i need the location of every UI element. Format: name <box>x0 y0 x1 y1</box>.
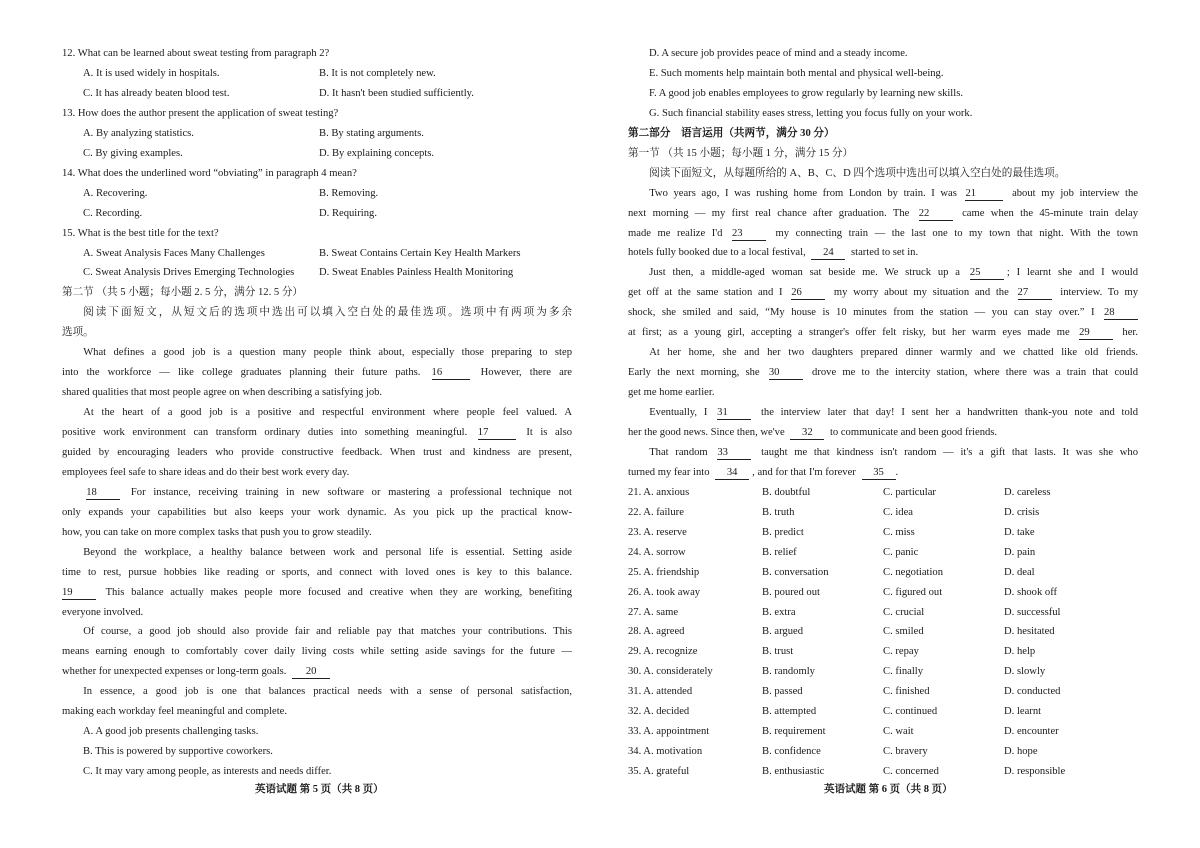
option-b: B. Removing. <box>319 187 379 199</box>
passage-text: to communicate and been good friends. <box>829 426 998 438</box>
option-c: C. finally <box>883 666 924 678</box>
answer-row-22 <box>628 503 1138 523</box>
passage-line: What defines a good job is a question many people think about, especially those preparing to step <box>83 347 572 359</box>
option-b: B. confidence <box>762 746 821 758</box>
passage-text: hotels fully booked due to a local festival, <box>628 247 806 259</box>
option-a: 34. A. motivation <box>628 746 703 758</box>
page-footer-left: 英语试题 第 5 页（共 8 页） <box>255 784 384 795</box>
passage-text: Two years ago, I was rushing home from London by train. I was <box>649 187 957 199</box>
passage-text: positive work environment can transform ordinary duties into something meaningful. <box>62 427 468 439</box>
blank-24[interactable]: 24 <box>811 247 845 260</box>
option-a: 33. A. appointment <box>628 726 710 738</box>
passage-line: shared qualities that most people agree on when describing a satisfying job. <box>62 387 383 399</box>
option-b: B. conversation <box>762 566 829 578</box>
passage-paragraph-2 <box>62 403 572 483</box>
passage-paragraph-1 <box>62 343 572 403</box>
option-d: D. Sweat Enables Painless Health Monitoring <box>319 267 514 279</box>
answer-row-23 <box>628 523 1138 543</box>
passage-text: Just then, a middle-aged woman sat beside me. We struck up a <box>649 267 961 279</box>
option-d: D. deal <box>1004 566 1035 578</box>
question-stem: 12. What can be learned about sweat testing from paragraph 2? <box>62 48 330 59</box>
option-d: D. encounter <box>1004 726 1059 738</box>
answer-row-32 <box>628 702 1138 722</box>
blank-25[interactable]: 25 <box>970 267 1004 280</box>
blank-16[interactable]: 16 <box>432 367 470 380</box>
answer-row-28 <box>628 622 1138 642</box>
passage-text: However, there are <box>480 367 572 379</box>
option-a: A. By analyzing statistics. <box>83 127 194 139</box>
passage-text: next morning — my first real chance after graduation. The <box>628 207 910 219</box>
question-stem: 15. What is the best title for the text? <box>62 227 219 239</box>
option-a: A. A good job presents challenging tasks. <box>83 726 259 738</box>
option-a: A. It is used widely in hospitals. <box>83 67 220 79</box>
passage-text: This balance actually makes people more focused and creative when they are working, benefiting <box>105 586 572 598</box>
option-c: C. bravery <box>883 746 928 758</box>
option-d: D. responsible <box>1004 766 1066 778</box>
option-d: D. conducted <box>1004 686 1061 698</box>
page-footer-right: 英语试题 第 6 页（共 8 页） <box>824 784 953 795</box>
blank-26[interactable]: 26 <box>791 287 825 300</box>
option-b: B. poured out <box>762 586 820 598</box>
question-12 <box>62 44 572 104</box>
option-a: 29. A. recognize <box>628 646 698 658</box>
passage-text: get off at the same station and I <box>628 287 783 299</box>
answer-row-35 <box>628 762 1138 782</box>
blank-19[interactable]: 19 <box>62 587 96 600</box>
option-b: B. requirement <box>762 726 826 738</box>
option-d: D. help <box>1004 646 1036 658</box>
option-c: C. finished <box>883 686 930 698</box>
option-c: C. repay <box>883 646 919 658</box>
passage-text: Early the next morning, she <box>628 367 760 379</box>
passage-text: It is also <box>526 427 572 439</box>
option-b: B. predict <box>762 526 804 538</box>
option-b: B. argued <box>762 626 803 638</box>
option-a: A. Sweat Analysis Faces Many Challenges <box>83 247 265 259</box>
answer-row-34 <box>628 742 1138 762</box>
passage-text: ; I learnt she and I would <box>1006 267 1138 279</box>
section-2-instructions: 阅读下面短文，从短文后的选项中选出可以填入空白处的最佳选项。选项中有两项为多余 <box>83 307 572 319</box>
option-b: B. passed <box>762 686 803 698</box>
blank-22[interactable]: 22 <box>919 208 953 221</box>
option-a: 35. A. grateful <box>628 766 690 778</box>
option-b: B. Sweat Contains Certain Key Health Markers <box>319 247 521 259</box>
blank-21[interactable]: 21 <box>965 188 1003 201</box>
option-c: C. crucial <box>883 606 925 618</box>
passage-text: , and for that I'm forever <box>752 466 856 478</box>
option-g: G. Such financial stability eases stress, letting you focus fully on your work. <box>649 107 973 119</box>
option-c: C. concerned <box>883 766 939 778</box>
passage-text: shock, she smiled and said, “My house is 10 minutes from the station — you can stay over.” I <box>628 307 1095 319</box>
passage-line: how, you can take on more complex tasks that push you to grow steadily. <box>62 526 372 538</box>
option-c: C. smiled <box>883 626 924 638</box>
option-c: C. panic <box>883 546 919 558</box>
passage-text: started to set in. <box>851 247 919 259</box>
answer-row-33 <box>628 722 1138 742</box>
passage-line: means earning enough to comfortably cover daily living costs while setting aside savings for the future — <box>62 646 572 658</box>
option-d: D. hesitated <box>1004 626 1055 638</box>
answer-options-table <box>628 483 1138 782</box>
passage-text: taught me that kindness isn't random — it's a gift that lasts. It was she who <box>761 446 1138 458</box>
passage-line: making each workday feel meaningful and complete. <box>62 706 288 718</box>
answer-row-30 <box>628 662 1138 682</box>
option-a: 23. A. reserve <box>628 526 687 538</box>
answer-row-21 <box>628 483 1138 503</box>
passage-line: only expands your capabilities but also keeps your work dynamic. As you pick up the practical know- <box>62 506 572 518</box>
passage-line: everyone involved. <box>62 606 144 618</box>
option-c: C. It may vary among people, as interests and needs differ. <box>83 766 332 778</box>
option-c: C. wait <box>883 726 914 738</box>
question-14 <box>62 164 572 224</box>
passage-text: came when the 45-minute train delay <box>962 207 1138 219</box>
answer-row-29 <box>628 642 1138 662</box>
blank-29[interactable]: 29 <box>1079 327 1113 340</box>
passage-text: For instance, receiving training in new software or mastering a professional technique not <box>130 486 572 498</box>
option-c: C. Recording. <box>83 207 143 219</box>
blank-20[interactable]: 20 <box>292 666 330 679</box>
passage-line: At the heart of a good job is a positive and respectful environment where people feel valued. A <box>83 407 572 419</box>
section-1-instructions: 阅读下面短文，从每题所给的 A、B、C、D 四个选项中选出可以填入空白处的最佳选项。 <box>649 167 1066 179</box>
passage-text: at first; as a young girl, accepting a stranger's offer felt risky, but her warm eyes made me <box>628 327 1070 339</box>
passage-paragraph-6 <box>62 682 572 722</box>
right-page <box>628 44 1138 782</box>
option-d: D. crisis <box>1004 506 1040 518</box>
passage-paragraph-3 <box>62 483 572 543</box>
blank-35[interactable]: 35 <box>862 467 896 480</box>
option-b: B. It is not completely new. <box>319 67 436 79</box>
option-a: 32. A. decided <box>628 706 690 718</box>
answer-row-26 <box>628 583 1138 603</box>
option-c: C. continued <box>883 706 938 718</box>
question-stem: 14. What does the underlined word “obviating” in paragraph 4 mean? <box>62 167 357 179</box>
blank-27[interactable]: 27 <box>1018 287 1052 300</box>
passage-text: my worry about my situation and the <box>833 287 1009 299</box>
option-a: 24. A. sorrow <box>628 546 686 558</box>
section-2-instructions-cont: 选项。 <box>62 327 94 339</box>
blank-33[interactable]: 33 <box>717 447 751 460</box>
answer-row-31 <box>628 682 1138 702</box>
option-a: 25. A. friendship <box>628 566 700 578</box>
option-c: C. By giving examples. <box>83 147 183 159</box>
passage-line: Beyond the workplace, a healthy balance between work and personal life is essential. Setting aside <box>83 546 572 558</box>
passage-text: Eventually, I <box>649 407 708 419</box>
question-13 <box>62 104 572 164</box>
passage-text: my connecting train — the last one to my town that night. With the town <box>775 227 1138 239</box>
option-d: D. slowly <box>1004 666 1046 678</box>
passage-text: about my job interview the <box>1012 187 1138 199</box>
passage-paragraph-5 <box>62 622 572 682</box>
option-c: C. It has already beaten blood test. <box>83 87 230 99</box>
passage-line: time to rest, pursue hobbies like reading or sports, and connect with loved ones is key to this balance. <box>62 566 572 578</box>
passage-line: get me home earlier. <box>628 387 715 399</box>
passage-text: whether for unexpected expenses or long-term goals. <box>62 666 287 678</box>
passage-text: drove me to the intercity station, where there was a train that could <box>812 367 1138 379</box>
passage-text: her. <box>1122 327 1138 339</box>
passage-line: Of course, a good job should also provide fair and reliable pay that matches your contributions. This <box>83 626 572 638</box>
option-a: A. Recovering. <box>83 187 148 199</box>
option-d: D. It hasn't been studied sufficiently. <box>319 87 474 99</box>
passage-text: interview. To my <box>1060 287 1138 299</box>
option-d: D. By explaining concepts. <box>319 147 435 159</box>
option-c: C. miss <box>883 526 915 538</box>
option-c: C. negotiation <box>883 566 944 578</box>
option-b: B. extra <box>762 606 796 618</box>
option-d: D. shook off <box>1004 586 1058 598</box>
option-b: B. trust <box>762 646 794 658</box>
question-stem: 13. How does the author present the application of sweat testing? <box>62 107 339 119</box>
answer-row-25 <box>628 563 1138 583</box>
option-a: 30. A. considerately <box>628 666 713 678</box>
option-c: C. particular <box>883 486 936 498</box>
section-1-header: 第一节 （共 15 小题；每小题 1 分，满分 15 分） <box>628 147 854 159</box>
left-page <box>62 44 572 782</box>
passage-line: At her home, she and her two daughters prepared dinner warmly and we chatted like old friends. <box>649 347 1138 359</box>
passage-text: made me realize I'd <box>628 227 723 239</box>
option-d: D. learnt <box>1004 706 1042 718</box>
question-15 <box>62 224 572 284</box>
answer-row-27 <box>628 603 1138 623</box>
passage-text: That random <box>649 446 708 458</box>
option-b: B. This is powered by supportive coworkers. <box>83 746 273 758</box>
blank-31[interactable]: 31 <box>717 407 751 420</box>
blank-18[interactable]: 18 <box>86 487 120 500</box>
section-2-header: 第二节 （共 5 小题；每小题 2. 5 分，满分 12. 5 分） <box>62 287 304 299</box>
blank-23[interactable]: 23 <box>732 228 766 241</box>
passage-line: In essence, a good job is one that balances practical needs with a sense of personal satisfaction, <box>83 686 572 698</box>
option-d: D. pain <box>1004 546 1036 558</box>
blank-32[interactable]: 32 <box>790 427 824 440</box>
option-e: E. Such moments help maintain both mental and physical well-being. <box>649 67 944 79</box>
passage-text: her the good news. Since then, we've <box>628 426 785 438</box>
option-c: C. idea <box>883 506 914 518</box>
blank-34[interactable]: 34 <box>715 467 749 480</box>
passage-text: into the workforce — like college graduates planning their future paths. <box>62 367 421 379</box>
blank-30[interactable]: 30 <box>769 367 803 380</box>
option-a: 22. A. failure <box>628 506 684 518</box>
option-b: B. truth <box>762 506 795 518</box>
option-f: F. A good job enables employees to grow regularly by learning new skills. <box>649 87 963 99</box>
option-d: D. Requiring. <box>319 207 377 219</box>
section-2-options-cont <box>628 44 1138 124</box>
option-c: C. Sweat Analysis Drives Emerging Technologies <box>83 267 295 279</box>
blank-28[interactable]: 28 <box>1104 307 1138 320</box>
passage-text: turned my fear into <box>628 466 710 478</box>
option-d: D. careless <box>1004 486 1051 498</box>
answer-row-24 <box>628 543 1138 563</box>
option-a: 26. A. took away <box>628 586 701 598</box>
passage-text: the interview later that day! I sent her a handwritten thank-you note and told <box>760 407 1138 419</box>
passage-paragraph-4 <box>62 543 572 623</box>
option-c: C. figured out <box>883 586 943 598</box>
option-b: B. enthusiastic <box>762 766 825 778</box>
option-a: 28. A. agreed <box>628 626 685 638</box>
part-2-header: 第二部分 语言运用（共两节，满分 30 分） <box>628 127 835 139</box>
passage-text: . <box>895 466 899 478</box>
option-b: B. randomly <box>762 666 815 678</box>
blank-17[interactable]: 17 <box>478 427 516 440</box>
option-b: B. doubtful <box>762 486 811 498</box>
option-b: B. relief <box>762 546 797 558</box>
cloze-passage <box>628 184 1138 483</box>
option-b: B. attempted <box>762 706 817 718</box>
option-a: 27. A. same <box>628 606 679 618</box>
option-a: 21. A. anxious <box>628 486 690 498</box>
option-a: 31. A. attended <box>628 686 693 698</box>
option-b: B. By stating arguments. <box>319 127 424 139</box>
passage-line: guided by encouraging leaders who provide constructive feedback. When trust and kindness are present, <box>62 446 572 458</box>
option-d: D. A secure job provides peace of mind and a steady income. <box>649 48 908 59</box>
option-d: D. take <box>1004 526 1035 538</box>
option-d: D. successful <box>1004 606 1061 618</box>
passage-line: employees feel safe to share ideas and do their best work every day. <box>62 466 350 478</box>
section-2-options <box>62 722 572 782</box>
option-d: D. hope <box>1004 746 1038 758</box>
